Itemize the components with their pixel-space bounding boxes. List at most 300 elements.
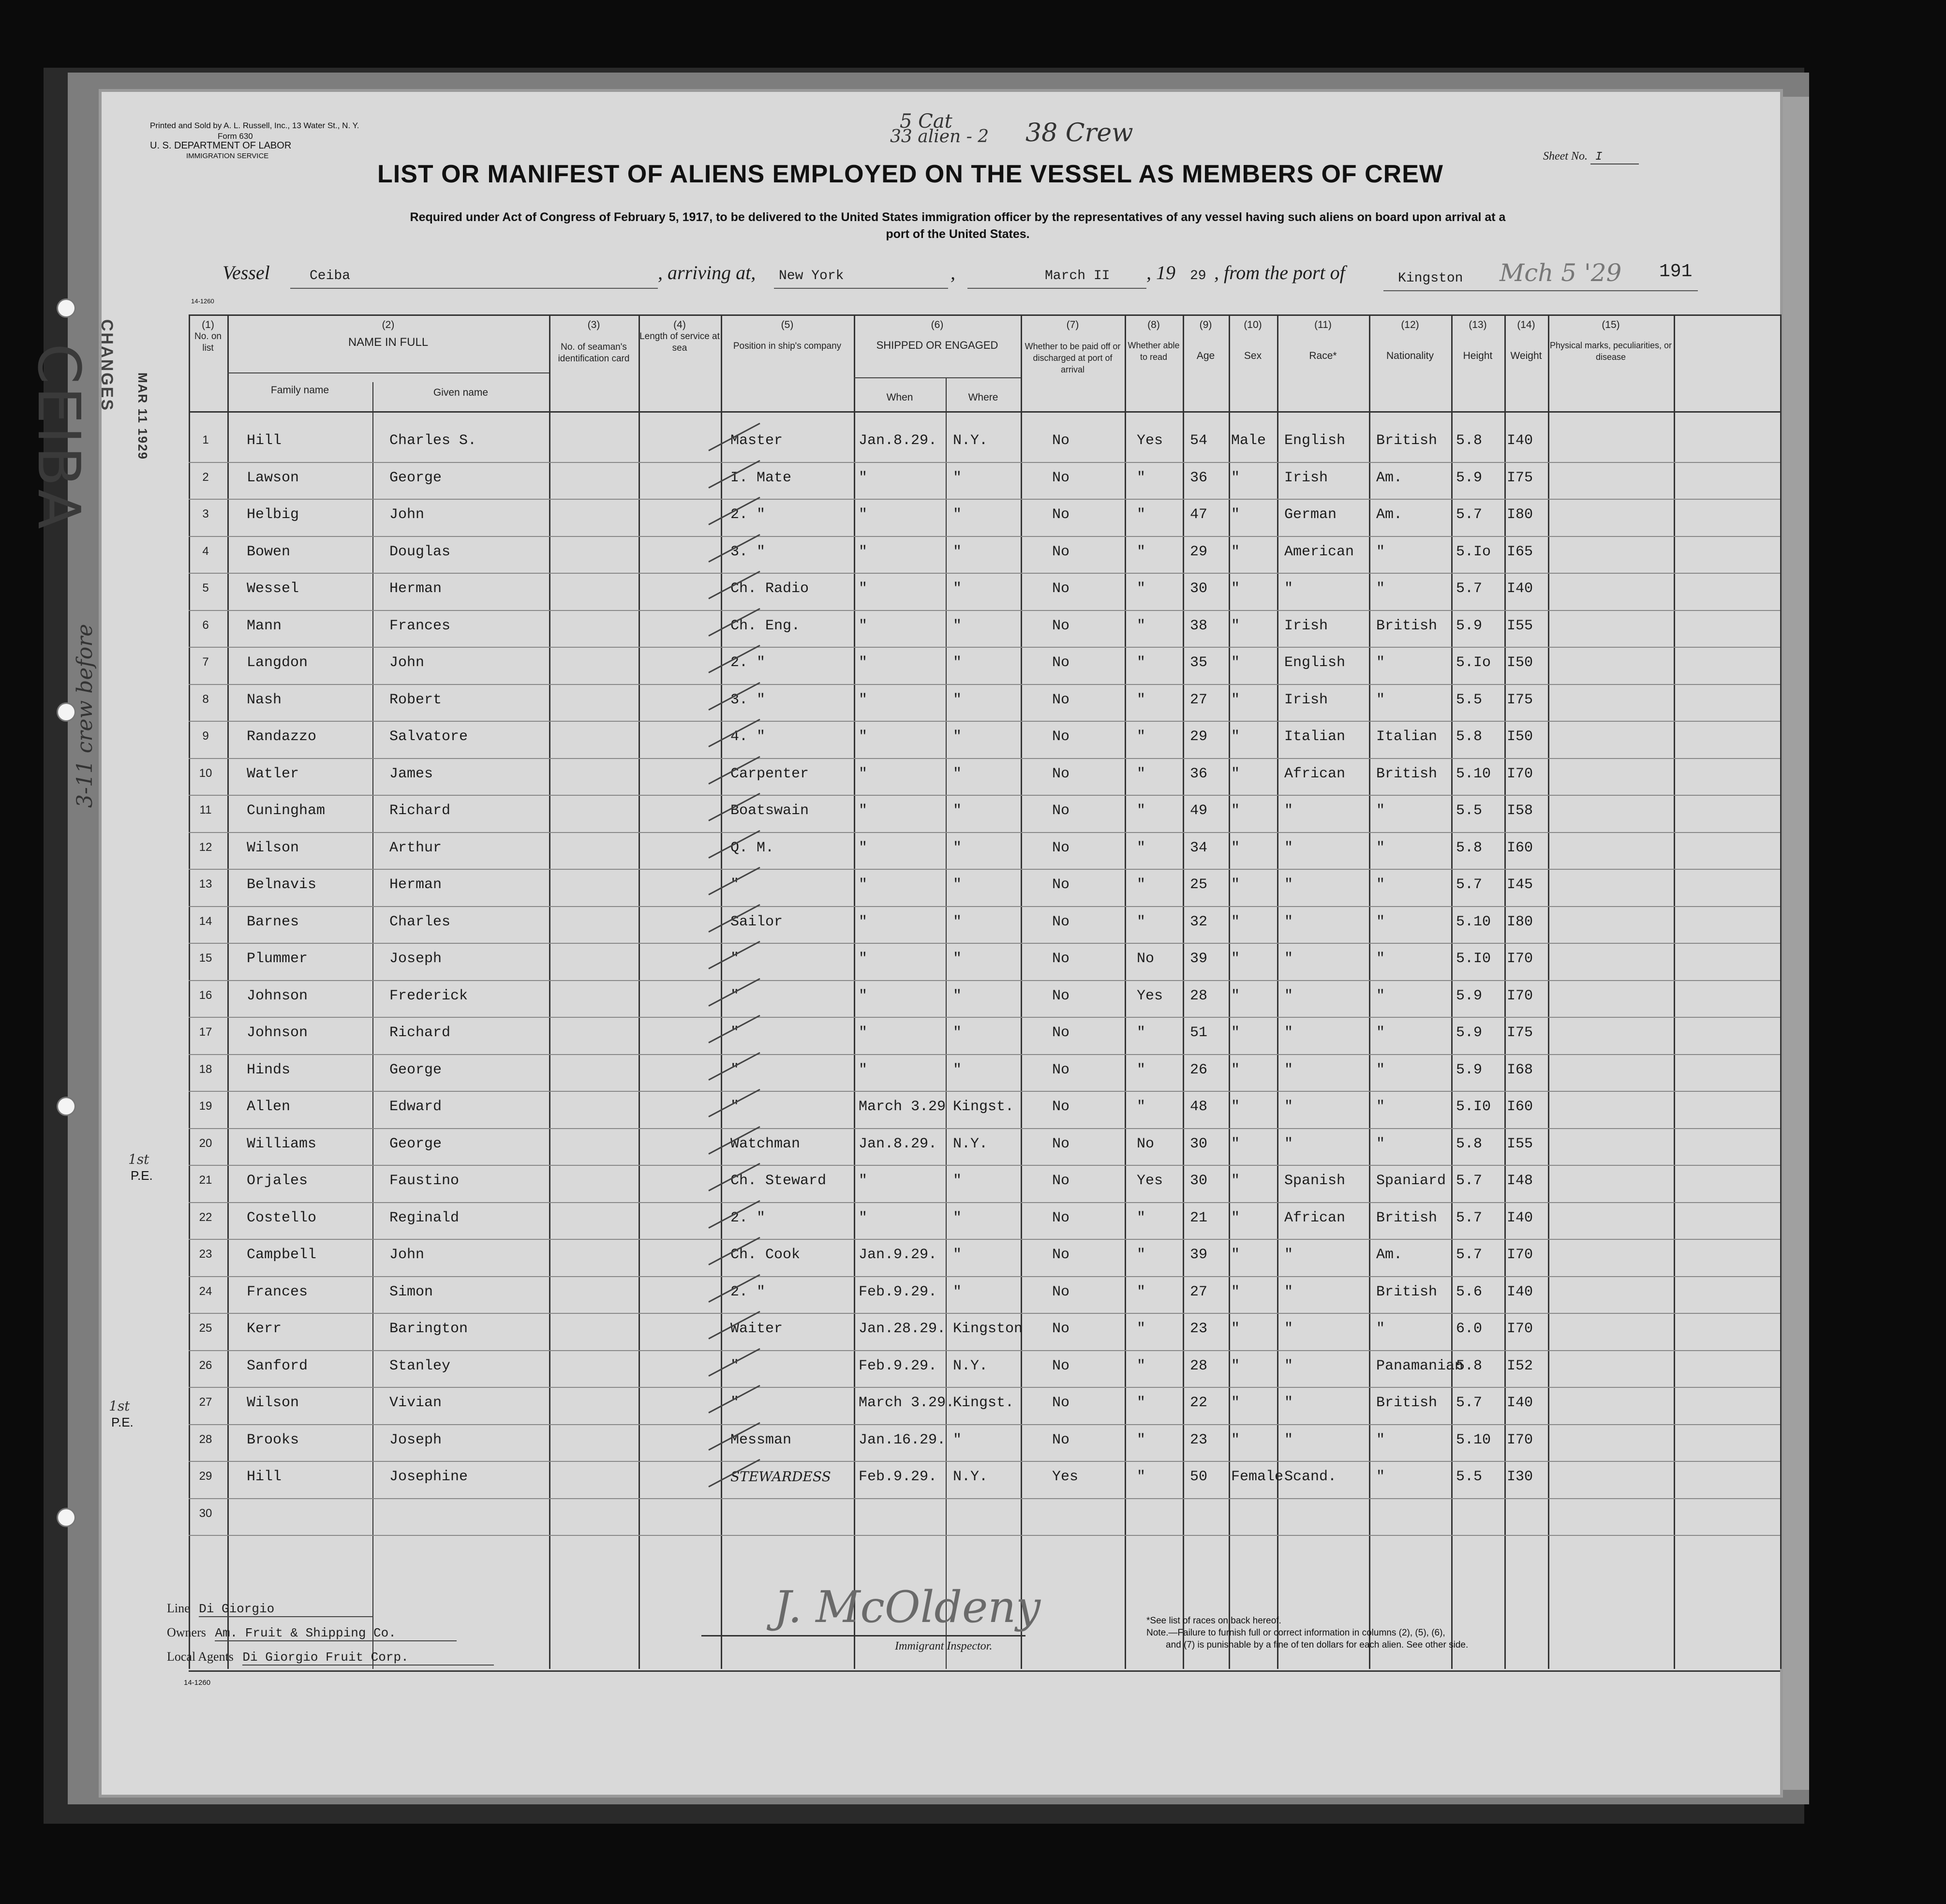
sex-cell: " <box>1231 617 1240 634</box>
shipped-when-cell: " <box>859 1173 868 1189</box>
family-name-cell: Barnes <box>247 913 299 930</box>
position-cell: Boatswain <box>730 803 809 819</box>
race-cell: German <box>1284 506 1337 523</box>
weight-cell: I70 <box>1507 765 1533 782</box>
sex-cell: " <box>1231 839 1240 856</box>
race-cell: English <box>1284 432 1346 449</box>
shipped-when-cell: March 3.29. <box>859 1395 955 1411</box>
nationality-cell: " <box>1376 913 1385 930</box>
handwritten-count: 5 Cat <box>900 110 952 133</box>
vessel-stamp: CEIBA <box>25 343 92 532</box>
height-cell: 5.Io <box>1456 654 1491 671</box>
position-cell: 2. " <box>730 654 766 671</box>
sex-cell: " <box>1231 1283 1240 1300</box>
owners-label: Owners <box>167 1625 206 1639</box>
height-cell: 5.8 <box>1456 729 1483 745</box>
weight-cell: I52 <box>1507 1357 1533 1374</box>
race-cell: " <box>1284 1061 1293 1078</box>
shipped-when-cell: Jan.16.29. <box>859 1431 946 1448</box>
given-name-cell: Edward <box>389 1099 442 1115</box>
sex-cell: " <box>1231 1357 1240 1374</box>
row-number-cell: 1 <box>202 433 209 446</box>
column-line <box>1183 314 1184 1669</box>
position-cell: " <box>730 877 740 893</box>
weight-cell: I30 <box>1507 1469 1533 1485</box>
vessel-label: Vessel <box>223 262 270 283</box>
column-line <box>639 314 640 1669</box>
row-rule <box>189 1239 1780 1240</box>
footnote: *See list of races on back hereof. <box>1146 1616 1281 1626</box>
row-number-cell: 16 <box>199 988 212 1002</box>
form-code-footer: 14-1260 <box>184 1679 211 1687</box>
sheet-value: I <box>1590 150 1639 164</box>
column-line <box>1780 314 1782 1669</box>
able-to-read-cell: " <box>1137 729 1146 745</box>
given-name-cell: Richard <box>389 1025 451 1041</box>
race-cell: " <box>1284 1025 1293 1041</box>
nationality-cell: " <box>1376 1025 1385 1041</box>
row-number-cell: 29 <box>199 1470 212 1483</box>
footnote: and (7) is punishable by a fine of ten dollars for each alien. See other side. <box>1166 1640 1469 1650</box>
paid-off-cell: No <box>1052 580 1070 597</box>
from-port: Kingston <box>1398 271 1463 286</box>
paid-off-cell: No <box>1052 469 1070 486</box>
column-line <box>1021 314 1022 1669</box>
height-cell: 5.7 <box>1456 1395 1483 1411</box>
shipped-when-cell: Jan.28.29. <box>859 1321 946 1337</box>
pe-note: P.E. <box>131 1168 153 1183</box>
position-cell: 4. " <box>730 729 766 745</box>
paid-off-cell: No <box>1052 1209 1070 1226</box>
age-cell: 30 <box>1190 1135 1208 1152</box>
paid-off-cell: No <box>1052 691 1070 708</box>
paid-off-cell: No <box>1052 1099 1070 1115</box>
row-number-cell: 9 <box>202 729 209 743</box>
handwritten-date: Mch 5 '29 <box>1500 259 1622 287</box>
family-name-cell: Brooks <box>247 1431 299 1448</box>
given-name-cell: Frances <box>389 617 451 634</box>
given-name-cell: James <box>389 765 433 782</box>
col-header-where: Where <box>968 392 998 403</box>
family-name-cell: Wilson <box>247 1395 299 1411</box>
nationality-cell: " <box>1376 691 1385 708</box>
height-cell: 5.5 <box>1456 691 1483 708</box>
given-name-cell: Stanley <box>389 1357 451 1374</box>
col-header-when: When <box>886 392 913 403</box>
sex-cell: " <box>1231 877 1240 893</box>
nationality-cell: " <box>1376 543 1385 560</box>
height-cell: 5.7 <box>1456 580 1483 597</box>
position-cell: I. Mate <box>730 469 792 486</box>
shipped-where-cell: " <box>953 506 962 523</box>
family-name-cell: Helbig <box>247 506 299 523</box>
nationality-cell: Am. <box>1376 506 1403 523</box>
position-cell: Carpenter <box>730 765 809 782</box>
shipped-where-cell: " <box>953 877 962 893</box>
paid-off-cell: No <box>1052 1135 1070 1152</box>
position-cell: Ch. Eng. <box>730 617 801 634</box>
sex-cell: " <box>1231 987 1240 1004</box>
position-cell: Watchman <box>730 1135 801 1152</box>
form-number: Form 630 <box>218 132 253 141</box>
paid-off-cell: No <box>1052 839 1070 856</box>
header-rule <box>189 411 1780 413</box>
age-cell: 36 <box>1190 469 1208 486</box>
row-number-cell: 30 <box>199 1506 212 1520</box>
given-name-cell: John <box>389 506 425 523</box>
shipped-when-cell: " <box>859 839 868 856</box>
row-number-cell: 27 <box>199 1396 212 1409</box>
sex-cell: " <box>1231 1209 1240 1226</box>
position-cell: " <box>730 951 740 967</box>
race-cell: " <box>1284 1321 1293 1337</box>
height-cell: 5.9 <box>1456 617 1483 634</box>
nationality-cell: " <box>1376 1135 1385 1152</box>
shipped-where-cell: " <box>953 765 962 782</box>
able-to-read-cell: Yes <box>1137 1173 1163 1189</box>
race-cell: African <box>1284 1209 1346 1226</box>
nationality-cell: " <box>1376 1469 1385 1485</box>
shipped-when-cell: " <box>859 691 868 708</box>
column-line <box>372 382 373 1669</box>
row-number-cell: 19 <box>199 1100 212 1113</box>
row-rule <box>189 1054 1780 1055</box>
age-cell: 54 <box>1190 432 1208 449</box>
nationality-cell: " <box>1376 951 1385 967</box>
col-header-height: (13) Height <box>1463 319 1493 361</box>
fill-line <box>774 288 948 289</box>
weight-cell: I70 <box>1507 987 1533 1004</box>
row-number-cell: 2 <box>202 470 209 484</box>
shipped-where-cell: Kingst. <box>953 1099 1014 1115</box>
age-cell: 39 <box>1190 951 1208 967</box>
height-cell: 5.7 <box>1456 877 1483 893</box>
family-name-cell: Lawson <box>247 469 299 486</box>
shipped-when-cell: " <box>859 913 868 930</box>
col-header-paid-off: (7) Whether to be paid off or discharged at port of arrival <box>1025 319 1121 374</box>
given-name-cell: Joseph <box>389 951 442 967</box>
able-to-read-cell: Yes <box>1137 987 1163 1004</box>
family-name-cell: Johnson <box>247 987 308 1004</box>
shipped-when-cell: " <box>859 877 868 893</box>
paid-off-cell: No <box>1052 951 1070 967</box>
shipped-when-cell: Feb.9.29. <box>859 1469 937 1485</box>
height-cell: 5.5 <box>1456 1469 1483 1485</box>
row-rule <box>189 462 1780 463</box>
able-to-read-cell: " <box>1137 765 1146 782</box>
height-cell: 5.10 <box>1456 1431 1491 1448</box>
paid-off-cell: No <box>1052 877 1070 893</box>
able-to-read-cell: No <box>1137 951 1155 967</box>
row-rule <box>189 1165 1780 1166</box>
shipped-where-cell: " <box>953 543 962 560</box>
able-to-read-cell: " <box>1137 1395 1146 1411</box>
family-name-cell: Nash <box>247 691 282 708</box>
family-name-cell: Costello <box>247 1209 317 1226</box>
fill-line <box>290 288 658 289</box>
column-line <box>549 314 550 1669</box>
able-to-read-cell: " <box>1137 913 1146 930</box>
race-cell: " <box>1284 987 1293 1004</box>
family-name-cell: Johnson <box>247 1025 308 1041</box>
sheet-number <box>1543 150 1639 164</box>
paid-off-cell: No <box>1052 803 1070 819</box>
able-to-read-cell: " <box>1137 1469 1146 1485</box>
shipped-when-cell: " <box>859 654 868 671</box>
race-cell: " <box>1284 877 1293 893</box>
row-rule <box>189 1350 1780 1351</box>
shipped-when-cell: " <box>859 543 868 560</box>
height-cell: 5.8 <box>1456 1135 1483 1152</box>
race-cell: Spanish <box>1284 1173 1346 1189</box>
row-rule <box>189 499 1780 500</box>
shipped-where-cell: " <box>953 691 962 708</box>
nationality-cell: " <box>1376 803 1385 819</box>
shipped-when-cell: " <box>859 1061 868 1078</box>
shipped-when-cell: " <box>859 951 868 967</box>
age-cell: 29 <box>1190 729 1208 745</box>
family-name-cell: Hill <box>247 432 282 449</box>
race-cell: African <box>1284 765 1346 782</box>
sex-cell: " <box>1231 654 1240 671</box>
nationality-cell: " <box>1376 1099 1385 1115</box>
row-rule <box>189 758 1780 759</box>
weight-cell: I75 <box>1507 469 1533 486</box>
weight-cell: I80 <box>1507 913 1533 930</box>
age-cell: 38 <box>1190 617 1208 634</box>
weight-cell: I58 <box>1507 803 1533 819</box>
position-cell: " <box>730 987 740 1004</box>
column-line <box>1277 314 1278 1669</box>
shipped-where-cell: Kingston <box>953 1321 1023 1337</box>
weight-cell: I40 <box>1507 580 1533 597</box>
row-rule <box>189 1424 1780 1425</box>
sex-cell: Male <box>1231 432 1266 449</box>
row-rule <box>189 1202 1780 1203</box>
age-cell: 25 <box>1190 877 1208 893</box>
col-header-num: (1) No. on list <box>194 319 222 353</box>
manifest-page <box>25 92 1780 1795</box>
col-header-sex: (10) Sex <box>1244 319 1262 361</box>
row-number-cell: 24 <box>199 1284 212 1298</box>
family-name-cell: Hill <box>247 1469 282 1485</box>
able-to-read-cell: " <box>1137 1099 1146 1115</box>
weight-cell: I70 <box>1507 1321 1533 1337</box>
row-rule <box>189 721 1780 722</box>
position-cell: " <box>730 1357 740 1374</box>
punch-hole <box>58 1509 74 1526</box>
age-cell: 21 <box>1190 1209 1208 1226</box>
height-cell: 5.9 <box>1456 1025 1483 1041</box>
shipped-where-cell: " <box>953 1173 962 1189</box>
column-line <box>1674 314 1675 1669</box>
age-cell: 35 <box>1190 654 1208 671</box>
given-name-cell: Salvatore <box>389 729 468 745</box>
nationality-cell: British <box>1376 432 1438 449</box>
age-cell: 23 <box>1190 1431 1208 1448</box>
year-value: 29 <box>1190 268 1206 283</box>
position-cell: " <box>730 1395 740 1411</box>
paid-off-cell: No <box>1052 1431 1070 1448</box>
sex-cell: " <box>1231 1061 1240 1078</box>
fill-line <box>967 288 1146 289</box>
sex-cell: " <box>1231 729 1240 745</box>
race-cell: " <box>1284 1395 1293 1411</box>
able-to-read-cell: " <box>1137 506 1146 523</box>
age-cell: 32 <box>1190 913 1208 930</box>
col-header-read: (8) Whether able to read <box>1128 319 1180 362</box>
row-rule <box>189 610 1780 611</box>
shipped-where-cell: " <box>953 729 962 745</box>
height-cell: 5.I0 <box>1456 951 1491 967</box>
shipped-when-cell: Jan.8.29. <box>859 432 937 449</box>
weight-cell: I60 <box>1507 839 1533 856</box>
given-name-cell: John <box>389 654 425 671</box>
position-cell: " <box>730 1099 740 1115</box>
position-cell: 2. " <box>730 506 766 523</box>
agents-label: Local Agents <box>167 1650 234 1664</box>
sex-cell: Female <box>1231 1469 1284 1485</box>
nationality-cell: " <box>1376 1321 1385 1337</box>
nationality-cell: British <box>1376 1283 1438 1300</box>
race-cell: Irish <box>1284 617 1328 634</box>
shipped-when-cell: Feb.9.29. <box>859 1357 937 1374</box>
able-to-read-cell: " <box>1137 469 1146 486</box>
sex-cell: " <box>1231 691 1240 708</box>
position-cell: Q. M. <box>730 839 774 856</box>
race-cell: English <box>1284 654 1346 671</box>
race-cell: " <box>1284 839 1293 856</box>
row-number-cell: 25 <box>199 1322 212 1335</box>
sheet-label: Sheet No. <box>1543 150 1588 163</box>
col-header-marks: (15) Physical marks, peculiarities, or disease <box>1549 319 1672 362</box>
owners-field <box>167 1625 457 1641</box>
race-cell: " <box>1284 580 1293 597</box>
column-line <box>189 314 190 1669</box>
sex-cell: " <box>1231 1025 1240 1041</box>
age-cell: 30 <box>1190 580 1208 597</box>
shipped-where-cell: " <box>953 1247 962 1263</box>
shipped-when-cell: " <box>859 1209 868 1226</box>
paid-off-cell: No <box>1052 1173 1070 1189</box>
age-cell: 27 <box>1190 691 1208 708</box>
shipped-where-cell: Kingst. <box>953 1395 1014 1411</box>
inspector-label: Immigrant Inspector. <box>895 1640 993 1652</box>
sex-cell: " <box>1231 1099 1240 1115</box>
row-number-cell: 20 <box>199 1136 212 1150</box>
row-number-cell: 17 <box>199 1026 212 1039</box>
given-name-cell: George <box>389 1135 442 1152</box>
shipped-where-cell: " <box>953 951 962 967</box>
given-name-cell: Charles <box>389 913 451 930</box>
position-cell: 3. " <box>730 543 766 560</box>
able-to-read-cell: " <box>1137 1061 1146 1078</box>
fill-line <box>1383 290 1698 291</box>
sex-cell: " <box>1231 1395 1240 1411</box>
shipped-where-cell: " <box>953 654 962 671</box>
weight-cell: I70 <box>1507 1431 1533 1448</box>
shipped-when-cell: " <box>859 580 868 597</box>
paid-off-cell: No <box>1052 1283 1070 1300</box>
height-cell: 5.9 <box>1456 1061 1483 1078</box>
nationality-cell: British <box>1376 617 1438 634</box>
sex-cell: " <box>1231 1321 1240 1337</box>
able-to-read-cell: " <box>1137 1247 1146 1263</box>
given-name-cell: John <box>389 1247 425 1263</box>
row-number-cell: 13 <box>199 878 212 891</box>
paid-off-cell: Yes <box>1052 1469 1079 1485</box>
age-cell: 27 <box>1190 1283 1208 1300</box>
position-cell: " <box>730 1025 740 1041</box>
row-number-cell: 7 <box>202 655 209 669</box>
column-line <box>1125 314 1126 1669</box>
given-name-cell: Frederick <box>389 987 468 1004</box>
height-cell: 5.8 <box>1456 432 1483 449</box>
given-name-cell: Arthur <box>389 839 442 856</box>
row-rule <box>189 573 1780 574</box>
weight-cell: I40 <box>1507 1283 1533 1300</box>
shipped-when-cell: March 3.29 <box>859 1099 946 1115</box>
weight-cell: I68 <box>1507 1061 1533 1078</box>
able-to-read-cell: " <box>1137 1321 1146 1337</box>
nationality-cell: Am. <box>1376 469 1403 486</box>
col-header-family: Family name <box>270 385 329 396</box>
paid-off-cell: No <box>1052 765 1070 782</box>
weight-cell: I48 <box>1507 1173 1533 1189</box>
family-name-cell: Campbell <box>247 1247 317 1263</box>
height-cell: 5.10 <box>1456 765 1491 782</box>
family-name-cell: Mann <box>247 617 282 634</box>
family-name-cell: Wilson <box>247 839 299 856</box>
shipped-where-cell: " <box>953 1061 962 1078</box>
shipped-where-cell: " <box>953 617 962 634</box>
pe-note: P.E. <box>111 1415 134 1429</box>
position-cell: Sailor <box>730 913 783 930</box>
height-cell: 5.10 <box>1456 913 1491 930</box>
shipped-where-cell: N.Y. <box>953 1469 988 1485</box>
row-number-cell: 10 <box>199 766 212 780</box>
paid-off-cell: No <box>1052 617 1070 634</box>
race-cell: " <box>1284 913 1293 930</box>
race-cell: " <box>1284 1431 1293 1448</box>
race-cell: " <box>1284 1099 1293 1115</box>
form-code: 14-1260 <box>191 298 214 305</box>
family-name-cell: Bowen <box>247 543 291 560</box>
arriving-label: , arriving at, <box>658 262 756 283</box>
signature-line <box>701 1635 1025 1636</box>
col-header-name: (2) NAME IN FULL <box>348 319 429 349</box>
row-number-cell: 4 <box>202 544 209 558</box>
paid-off-cell: No <box>1052 654 1070 671</box>
shipped-when-cell: " <box>859 617 868 634</box>
weight-cell: I50 <box>1507 654 1533 671</box>
subheader-rule <box>227 372 549 373</box>
weight-cell: I40 <box>1507 1395 1533 1411</box>
col-header-weight: (14) Weight <box>1510 319 1542 361</box>
able-to-read-cell: " <box>1137 543 1146 560</box>
height-cell: 5.5 <box>1456 803 1483 819</box>
height-cell: 5.9 <box>1456 987 1483 1004</box>
age-cell: 50 <box>1190 1469 1208 1485</box>
shipped-when-cell: " <box>859 765 868 782</box>
able-to-read-cell: " <box>1137 617 1146 634</box>
given-name-cell: Faustino <box>389 1173 460 1189</box>
given-name-cell: George <box>389 1061 442 1078</box>
shipped-where-cell: " <box>953 839 962 856</box>
family-name-cell: Cuningham <box>247 803 326 819</box>
age-cell: 22 <box>1190 1395 1208 1411</box>
col-header-service: (4) Length of service at sea <box>639 319 720 353</box>
